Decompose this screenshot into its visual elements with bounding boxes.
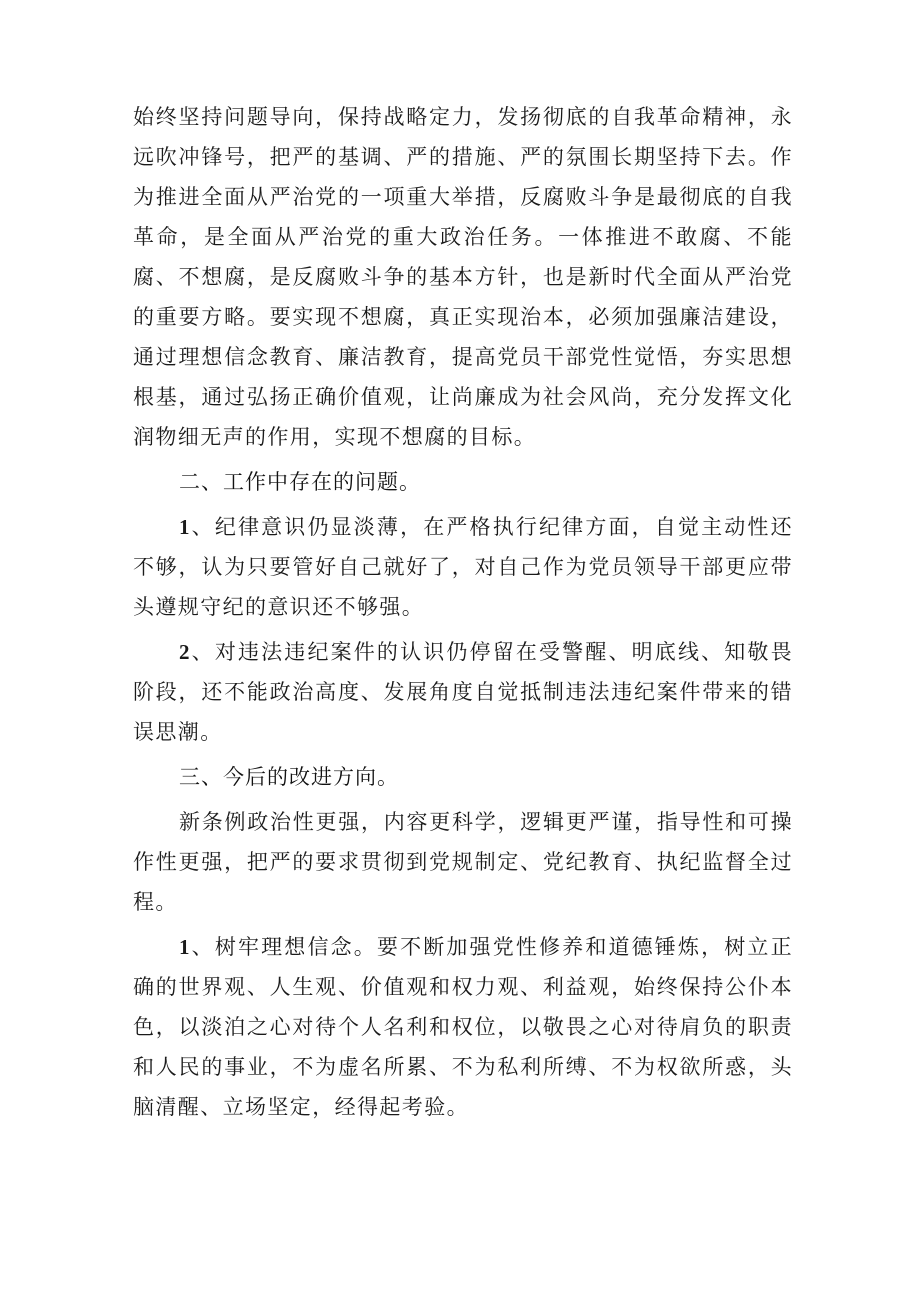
document-body — [133, 97, 793, 1127]
section-heading-improvements: 三、今后的改进方向。 — [179, 765, 399, 789]
section-heading-problems: 二、工作中存在的问题。 — [179, 470, 421, 494]
item-number: 1 — [179, 935, 191, 959]
item-text: 、对违法违纪案件的认识仍停留在受警醒、明底线、知敬畏阶段，还不能政治高度、发展角度自觉抵制违法违纪案件带来的错误思潮。 — [133, 640, 793, 744]
problem-item-1 — [133, 507, 793, 627]
item-number: 1 — [179, 515, 191, 539]
item-text: 、纪律意识仍显淡薄，在严格执行纪律方面，自觉主动性还不够，认为只要管好自己就好了，对自己作为党员领导干部更应带头遵规守纪的意识还不够强。 — [133, 515, 793, 619]
body-paragraph-continuation: 始终坚持问题导向，保持战略定力，发扬彻底的自我革命精神，永远吹冲锋号，把严的基调、严的措施、严的氛围长期坚持下去。作为推进全面从严治党的一项重大举措，反腐败斗争是最彻底的自我革命，是全面从严治党的重大政治任务。一体推进不敢腐、不能腐、不想腐，是反腐败斗争的基本方针，也是新时代全面从严治党的重要方略。要实现不想腐，真正实现治本，必须加强廉洁建设，通过理想信念教育、廉洁教育，提高党员干部党性觉悟，夯实思想根基，通过弘扬正确价值观，让尚廉成为社会风尚，充分发挥文化润物细无声的作用，实现不想腐的目标。 — [133, 105, 793, 449]
item-number: 2 — [179, 640, 191, 664]
problem-item-2 — [133, 632, 793, 752]
item-text: 、树牢理想信念。要不断加强党性修养和道德锤炼，树立正确的世界观、人生观、价值观和权力观、利益观，始终保持公仆本色，以淡泊之心对待个人名利和权位，以敬畏之心对待肩负的职责和人民的事业，不为虚名所累、不为私利所缚、不为权欲所惑，头脑清醒、立场坚定，经得起考验。 — [133, 935, 793, 1119]
improvement-intro-paragraph: 新条例政治性更强，内容更科学，逻辑更严谨，指导性和可操作性更强，把严的要求贯彻到党规制定、党纪教育、执纪监督全过程。 — [133, 810, 793, 914]
improvement-item-1 — [133, 927, 793, 1127]
